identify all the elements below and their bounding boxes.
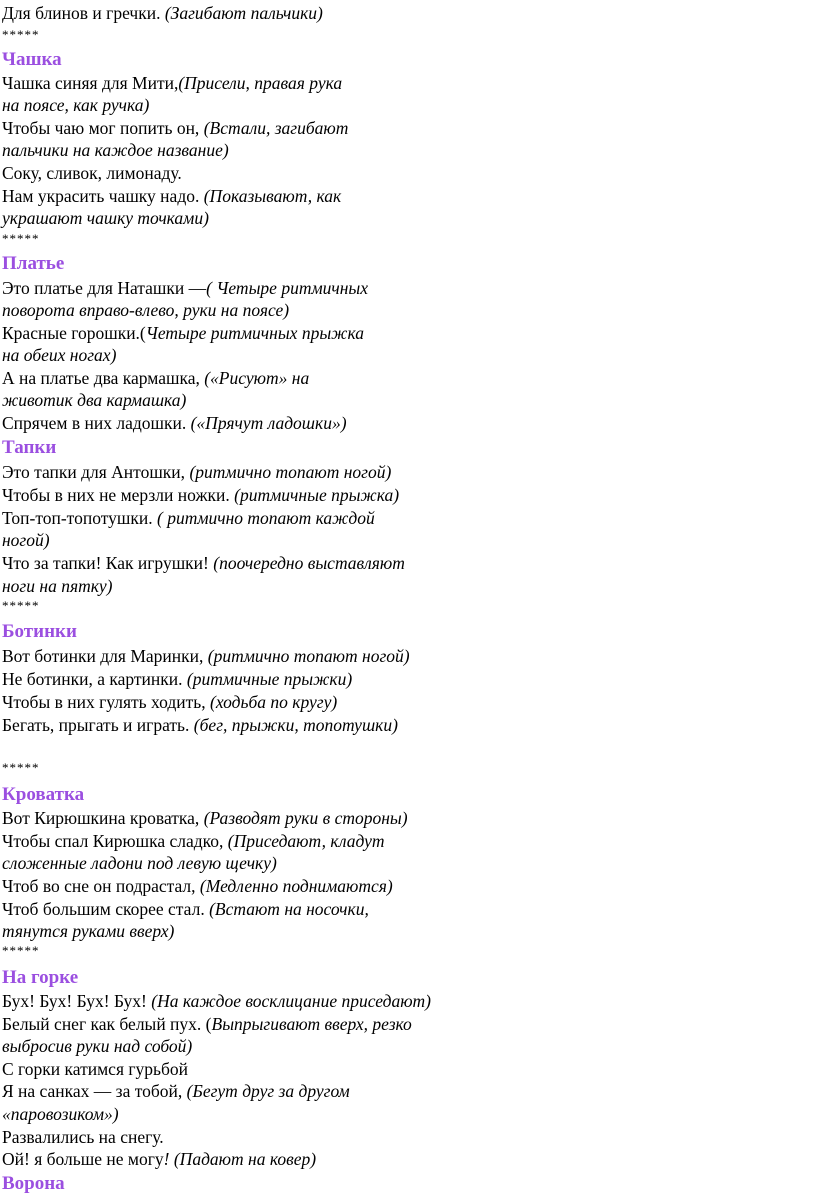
text-line: Чтобы в них гулять ходить, (ходьба по кругу) bbox=[2, 692, 338, 712]
text-line: Соку, сливок, лимонаду. bbox=[2, 163, 182, 183]
text-line: Вот ботинки для Маринки, (ритмично топают ногой) bbox=[2, 646, 410, 666]
text-line: Что за тапки! Как игрушки! (поочередно выставляют bbox=[2, 553, 405, 573]
heading-krovatka: Кроватка bbox=[2, 784, 85, 805]
section-separator: ***** bbox=[2, 943, 40, 958]
text-line: Чтобы чаю мог попить он, (Встали, загибают bbox=[2, 118, 349, 138]
heading-vorona: Ворона bbox=[2, 1173, 65, 1194]
text-line: «паровозиком») bbox=[2, 1104, 119, 1124]
heading-platye: Платье bbox=[2, 253, 65, 274]
text-line: Не ботинки, а картинки. (ритмичные прыжки) bbox=[2, 669, 353, 689]
text-line: ногой) bbox=[2, 530, 50, 550]
text-line: сложенные ладони под левую щечку) bbox=[2, 853, 277, 873]
text-line: Чтоб во сне он подрастал, (Медленно поднимаются) bbox=[2, 876, 393, 896]
section-separator: ***** bbox=[2, 760, 40, 775]
text-line: Нам украсить чашку надо. (Показывают, как bbox=[2, 186, 342, 206]
text-line: Вот Кирюшкина кроватка, (Разводят руки в стороны) bbox=[2, 808, 408, 828]
section-separator: ***** bbox=[2, 598, 40, 613]
heading-chashka: Чашка bbox=[2, 49, 62, 70]
text-line: Спрячем в них ладошки. («Прячут ладошки») bbox=[2, 413, 347, 433]
text-line: Я на санках — за тобой, (Бегут друг за другом bbox=[2, 1081, 350, 1101]
text-line: поворота вправо-влево, руки на поясе) bbox=[2, 300, 290, 320]
text-line: на обеих ногах) bbox=[2, 345, 117, 365]
text-line: Для блинов и гречки. (Загибают пальчики) bbox=[2, 3, 323, 23]
text-line: ноги на пятку) bbox=[2, 576, 113, 596]
text-line: животик два кармашка) bbox=[2, 390, 187, 410]
section-separator: ***** bbox=[2, 27, 40, 42]
text-line: Бух! Бух! Бух! Бух! (На каждое восклицание приседают) bbox=[2, 991, 431, 1011]
heading-botinki: Ботинки bbox=[2, 621, 77, 642]
text-line: Белый снег как белый пух. (Выпрыгивают вверх, резко bbox=[2, 1014, 412, 1034]
text-line: Это тапки для Антошки, (ритмично топают ногой) bbox=[2, 462, 392, 482]
heading-na-gorke: На горке bbox=[2, 967, 79, 988]
text-line: А на платье два кармашка, («Рисуют» на bbox=[2, 368, 310, 388]
section-separator: ***** bbox=[2, 231, 40, 246]
text-line: Топ-топ-топотушки. ( ритмично топают каждой bbox=[2, 508, 375, 528]
text-line: украшают чашку точками) bbox=[2, 208, 209, 228]
text-line: пальчики на каждое название) bbox=[2, 140, 229, 160]
text-line: тянутся руками вверх) bbox=[2, 921, 175, 941]
text-line: на поясе, как ручка) bbox=[2, 95, 150, 115]
text-line: Чтобы спал Кирюшка сладко, (Приседают, кладут bbox=[2, 831, 385, 851]
text-line: выбросив руки над собой) bbox=[2, 1036, 193, 1056]
text-line: Красные горошки.(Четыре ритмичных прыжка bbox=[2, 323, 364, 343]
text-line: Бегать, прыгать и играть. (бег, прыжки, топотушки) bbox=[2, 715, 398, 735]
text-line: Чашка синяя для Мити,(Присели, правая рука bbox=[2, 73, 343, 93]
text-line: Чтобы в них не мерзли ножки. (ритмичные прыжка) bbox=[2, 485, 400, 505]
heading-tapki: Тапки bbox=[2, 437, 57, 458]
text-line: Развалились на снегу. bbox=[2, 1127, 164, 1147]
text-line: Это платье для Наташки —( Четыре ритмичных bbox=[2, 278, 369, 298]
text-line: Ой! я больше не могу! (Падают на ковер) bbox=[2, 1149, 317, 1169]
text-line: Чтоб большим скорее стал. (Встают на носочки, bbox=[2, 899, 369, 919]
text-line: С горки катимся гурьбой bbox=[2, 1059, 189, 1079]
